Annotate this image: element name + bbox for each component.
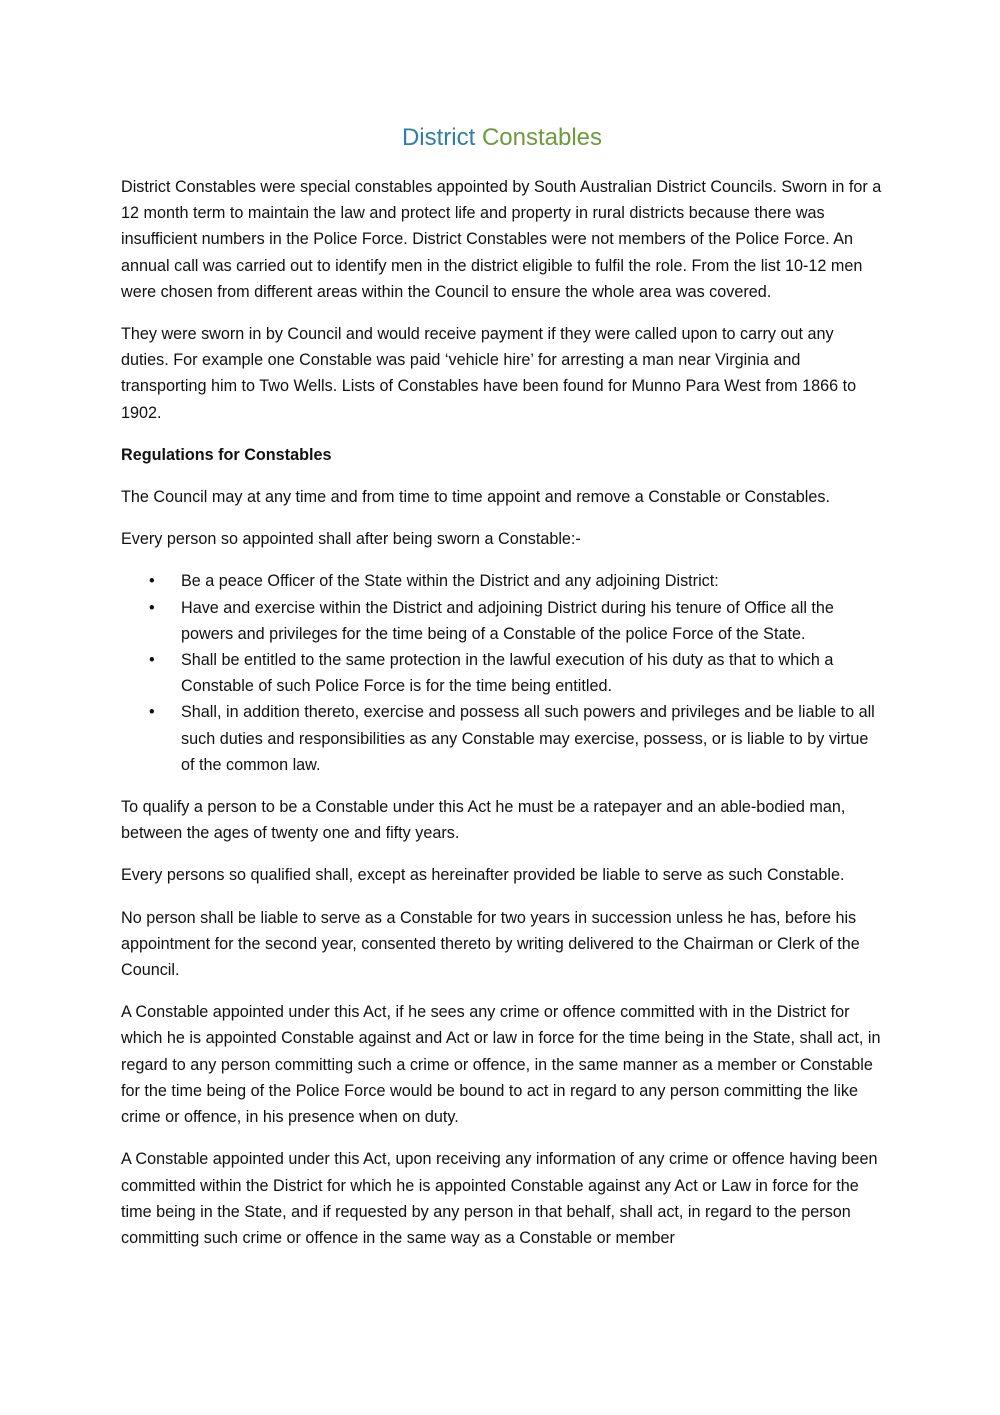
- list-item: [121, 568, 883, 594]
- body-paragraph: Every person so appointed shall after being sworn a Constable:-: [121, 530, 581, 549]
- bullet-icon: •: [149, 703, 155, 722]
- list-item-text: Be a peace Officer of the State within the District and any adjoining District:: [181, 572, 719, 591]
- body-paragraph: The Council may at any time and from time to time appoint and remove a Constable or Constables.: [121, 488, 831, 507]
- list-item-text: Shall, in addition thereto, exercise and possess all such powers and privileges and be liable to all such duties and responsibilities as any Constable may exercise, possess, or is liable to by virtue of the common law.: [181, 703, 875, 774]
- intro-paragraph: They were sworn in by Council and would receive payment if they were called upon to carry out any duties. For example one Constable was paid ‘vehicle hire’ for arresting a man near Virginia and transporting him to Two Wells. Lists of Constables have been found for Munno Para West from 1866 to 1902.: [121, 325, 857, 422]
- bullet-icon: •: [149, 598, 155, 617]
- bullet-list: [121, 568, 883, 778]
- body-paragraph: Every persons so qualified shall, except as hereinafter provided be liable to serve as such Constable.: [121, 866, 845, 885]
- document-page: [121, 118, 883, 1267]
- intro-paragraph: District Constables were special constables appointed by South Australian District Councils. Sworn in for a 12 month term to maintain the law and protect life and property in rural districts because there was insufficient numbers in the Police Force. District Constables were not members of the Police Force. An annual call was carried out to identify men in the district eligible to fulfil the role. From the list 10-12 men were chosen from different areas within the Council to ensure the whole area was covered.: [121, 178, 882, 301]
- list-item: [121, 647, 883, 699]
- body-paragraph: No person shall be liable to serve as a Constable for two years in succession unless he has, before his appointment for the second year, consented thereto by writing delivered to the Chairman or Clerk of the Council.: [121, 908, 860, 980]
- section-heading: Regulations for Constables: [121, 445, 332, 464]
- body-paragraph: A Constable appointed under this Act, if he sees any crime or offence committed with in the District for which he is appointed Constable against and Act or law in force for the time being in the State, shall act, in regard to any person committing such a crime or offence, in the same manner as a member or Constable for the time being of the Police Force would be bound to act in regard to any person committing the like crime or offence, in his presence when on duty.: [121, 1003, 881, 1127]
- list-item-text: Have and exercise within the District and adjoining District during his tenure of Office all the powers and privileges for the time being of a Constable of the police Force of the State.: [181, 598, 834, 643]
- page-title: [121, 118, 883, 158]
- list-item: [121, 699, 883, 778]
- body-paragraph: A Constable appointed under this Act, upon receiving any information of any crime or offence having been committed within the District for which he is appointed Constable against any Act or Law in force for the time being in the State, and if requested by any person in that behalf, shall act, in regard to the person committing such crime or offence in the same way as a Constable or member: [121, 1150, 878, 1247]
- bullet-icon: •: [149, 651, 155, 670]
- bullet-icon: •: [149, 572, 155, 591]
- title-word-district: District: [401, 124, 476, 151]
- list-item-text: Shall be entitled to the same protection in the lawful execution of his duty as that to which a Constable of such Police Force is for the time being entitled.: [181, 651, 834, 696]
- list-item: [121, 595, 883, 647]
- title-word-constables: Constables: [481, 124, 603, 151]
- body-paragraph: To qualify a person to be a Constable under this Act he must be a ratepayer and an able-bodied man, between the ages of twenty one and fifty years.: [121, 798, 846, 843]
